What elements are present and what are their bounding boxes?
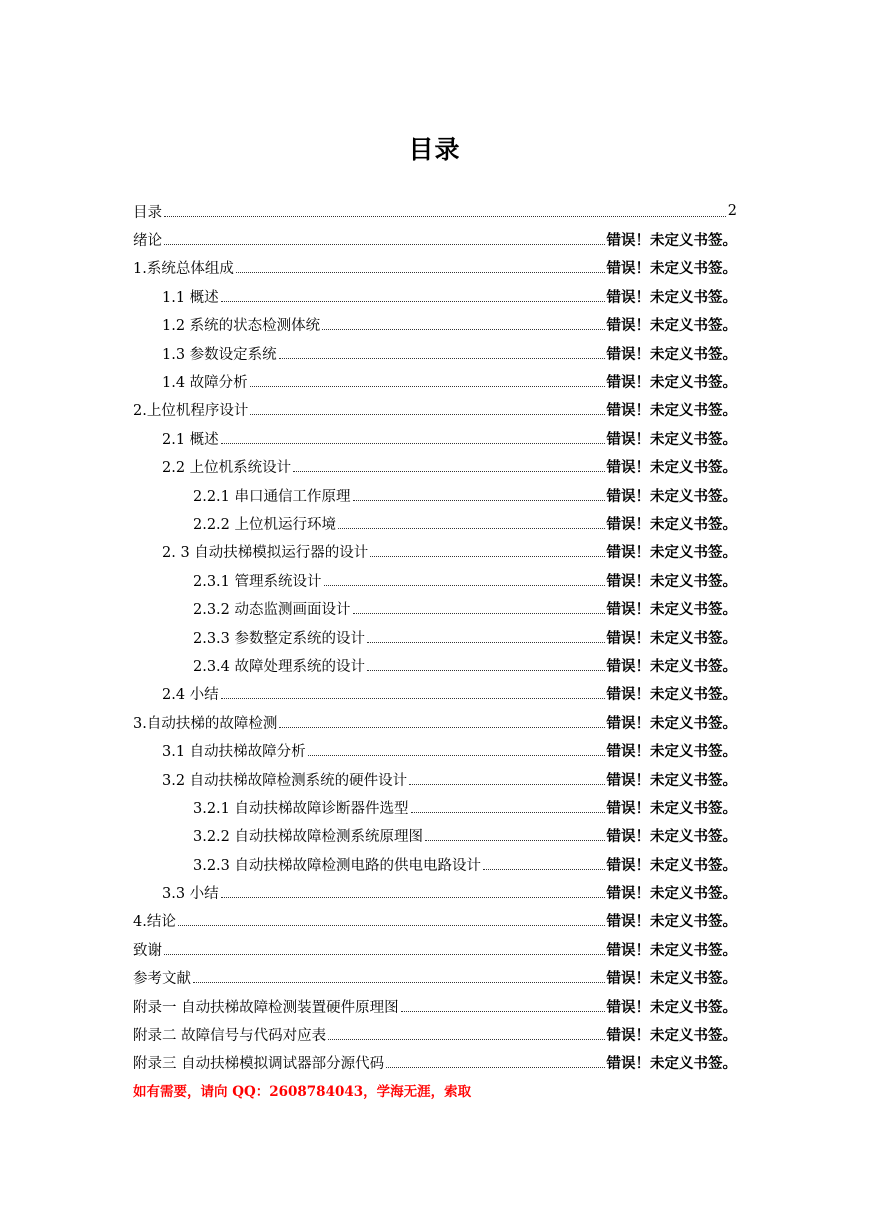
toc-entry[interactable]	[133, 878, 737, 906]
toc-dot-leader	[279, 358, 605, 359]
toc-entry[interactable]	[133, 680, 737, 708]
toc-bookmark-error: 错误！未定义书签。	[606, 999, 737, 1016]
toc-entry[interactable]	[133, 964, 737, 992]
toc-entry-label: 1.系统总体组成	[133, 261, 234, 278]
toc-entry[interactable]	[133, 453, 737, 481]
toc-dot-leader	[425, 840, 604, 841]
toc-entry-label: 目录	[133, 204, 162, 221]
toc-bookmark-error: 错误！未定义书签。	[606, 1056, 737, 1073]
toc-bookmark-error: 错误！未定义书签。	[606, 829, 737, 846]
toc-dot-leader	[293, 471, 604, 472]
toc-dot-leader	[221, 897, 605, 898]
toc-dot-leader	[324, 585, 605, 586]
toc-bookmark-error: 错误！未定义书签。	[606, 573, 737, 590]
toc-bookmark-error: 错误！未定义书签。	[606, 715, 737, 732]
toc-entry-label: 附录二 故障信号与代码对应表	[133, 1028, 327, 1045]
table-of-contents	[133, 197, 737, 1077]
toc-bookmark-error: 错误！未定义书签。	[606, 744, 737, 761]
toc-entry[interactable]	[133, 311, 737, 339]
toc-dot-leader	[236, 272, 605, 273]
toc-dot-leader	[370, 556, 604, 557]
toc-dot-leader	[353, 500, 605, 501]
toc-entry[interactable]	[133, 396, 737, 424]
toc-dot-leader	[221, 698, 605, 699]
toc-entry-label: 2.3.2 动态监测画面设计	[193, 602, 351, 619]
toc-entry-label: 3.2 自动扶梯故障检测系统的硬件设计	[162, 772, 408, 789]
toc-entry-label: 2. 3 自动扶梯模拟运行器的设计	[162, 545, 369, 562]
toc-entry[interactable]	[133, 623, 737, 651]
toc-entry-label: 3.2.3 自动扶梯故障检测电路的供电电路设计	[193, 857, 482, 874]
toc-bookmark-error: 错误！未定义书签。	[606, 971, 737, 988]
toc-entry[interactable]	[133, 850, 737, 878]
toc-bookmark-error: 错误！未定义书签。	[606, 346, 737, 363]
toc-dot-leader	[164, 216, 726, 217]
toc-dot-leader	[338, 528, 604, 529]
toc-dot-leader	[353, 613, 605, 614]
toc-dot-leader	[250, 386, 605, 387]
toc-entry-label: 2.3.4 故障处理系统的设计	[193, 658, 366, 675]
toc-dot-leader	[279, 727, 604, 728]
toc-bookmark-error: 错误！未定义书签。	[606, 431, 737, 448]
toc-dot-leader	[322, 329, 604, 330]
toc-dot-leader	[386, 1067, 604, 1068]
toc-entry-label: 2.3.1 管理系统设计	[193, 573, 322, 590]
toc-dot-leader	[483, 869, 604, 870]
toc-entry-label: 2.1 概述	[162, 431, 219, 448]
toc-dot-leader	[164, 244, 605, 245]
toc-dot-leader	[409, 784, 604, 785]
toc-entry-label: 3.2.2 自动扶梯故障检测系统原理图	[193, 829, 424, 846]
toc-bookmark-error: 错误！未定义书签。	[606, 772, 737, 789]
toc-entry[interactable]	[133, 481, 737, 509]
toc-entry[interactable]	[133, 509, 737, 537]
toc-dot-leader	[367, 642, 604, 643]
toc-bookmark-error: 错误！未定义书签。	[606, 375, 737, 392]
toc-entry-label: 1.3 参数设定系统	[162, 346, 277, 363]
toc-entry[interactable]	[133, 225, 737, 253]
toc-dot-leader	[221, 301, 605, 302]
toc-entry[interactable]	[133, 197, 737, 225]
toc-entry[interactable]	[133, 367, 737, 395]
toc-bookmark-error: 错误！未定义书签。	[606, 800, 737, 817]
toc-dot-leader	[308, 755, 605, 756]
page-title: 目录	[408, 135, 461, 164]
toc-entry[interactable]	[133, 538, 737, 566]
toc-dot-leader	[178, 925, 605, 926]
toc-bookmark-error: 错误！未定义书签。	[606, 289, 737, 306]
toc-entry-label: 1.1 概述	[162, 289, 219, 306]
toc-bookmark-error: 错误！未定义书签。	[606, 1028, 737, 1045]
toc-entry[interactable]	[133, 992, 737, 1020]
toc-entry-label: 致谢	[133, 942, 162, 959]
toc-entry-label: 2.2.2 上位机运行环境	[193, 516, 337, 533]
toc-dot-leader	[221, 443, 605, 444]
toc-bookmark-error: 错误！未定义书签。	[606, 545, 737, 562]
toc-dot-leader	[250, 414, 604, 415]
toc-dot-leader	[164, 954, 605, 955]
toc-bookmark-error: 错误！未定义书签。	[606, 942, 737, 959]
toc-entry[interactable]	[133, 1020, 737, 1048]
toc-bookmark-error: 错误！未定义书签。	[606, 602, 737, 619]
toc-bookmark-error: 错误！未定义书签。	[606, 516, 737, 533]
toc-entry-label: 参考文献	[133, 971, 191, 988]
toc-entry[interactable]	[133, 907, 737, 935]
toc-entry-label: 2.3.3 参数整定系统的设计	[193, 630, 366, 647]
toc-entry[interactable]	[133, 708, 737, 736]
toc-entry[interactable]	[133, 1049, 737, 1077]
toc-entry-label: 2.上位机程序设计	[133, 403, 249, 420]
toc-bookmark-error: 错误！未定义书签。	[606, 630, 737, 647]
toc-entry-label: 绪论	[133, 233, 162, 250]
toc-entry[interactable]	[133, 651, 737, 679]
toc-entry-label: 附录三 自动扶梯模拟调试器部分源代码	[133, 1056, 385, 1073]
toc-entry[interactable]	[133, 793, 737, 821]
toc-bookmark-error: 错误！未定义书签。	[606, 261, 737, 278]
toc-dot-leader	[401, 1011, 605, 1012]
toc-bookmark-error: 错误！未定义书签。	[606, 687, 737, 704]
toc-page-number: 2	[727, 203, 737, 220]
toc-entry-label: 附录一 自动扶梯故障检测装置硬件原理图	[133, 999, 399, 1016]
toc-bookmark-error: 错误！未定义书签。	[606, 886, 737, 903]
toc-bookmark-error: 错误！未定义书签。	[606, 318, 737, 335]
toc-entry[interactable]	[133, 736, 737, 764]
toc-entry[interactable]	[133, 424, 737, 452]
toc-dot-leader	[328, 1039, 604, 1040]
toc-bookmark-error: 错误！未定义书签。	[606, 914, 737, 931]
toc-bookmark-error: 错误！未定义书签。	[606, 658, 737, 675]
toc-dot-leader	[193, 982, 605, 983]
toc-entry[interactable]	[133, 594, 737, 622]
toc-entry-label: 2.2.1 串口通信工作原理	[193, 488, 351, 505]
toc-entry-label: 2.2 上位机系统设计	[162, 460, 292, 477]
toc-entry[interactable]	[133, 566, 737, 594]
toc-dot-leader	[411, 812, 605, 813]
toc-dot-leader	[367, 670, 604, 671]
toc-entry-label: 1.2 系统的状态检测体统	[162, 318, 321, 335]
toc-entry[interactable]	[133, 339, 737, 367]
toc-entry-label: 3.1 自动扶梯故障分析	[162, 744, 306, 761]
contact-note: 如有需要，请向 QQ：2608784043，学海无涯，索取	[133, 1084, 472, 1100]
toc-bookmark-error: 错误！未定义书签。	[606, 488, 737, 505]
toc-entry-label: 4.结论	[133, 914, 176, 931]
toc-entry-label: 2.4 小结	[162, 687, 219, 704]
toc-entry-label: 3.3 小结	[162, 886, 219, 903]
toc-bookmark-error: 错误！未定义书签。	[606, 403, 737, 420]
toc-entry[interactable]	[133, 282, 737, 310]
toc-entry-label: 3.自动扶梯的故障检测	[133, 715, 278, 732]
toc-entry[interactable]	[133, 935, 737, 963]
toc-bookmark-error: 错误！未定义书签。	[606, 233, 737, 250]
toc-entry-label: 1.4 故障分析	[162, 375, 248, 392]
toc-entry[interactable]	[133, 254, 737, 282]
toc-bookmark-error: 错误！未定义书签。	[606, 460, 737, 477]
toc-bookmark-error: 错误！未定义书签。	[606, 857, 737, 874]
toc-entry[interactable]	[133, 765, 737, 793]
toc-entry-label: 3.2.1 自动扶梯故障诊断器件选型	[193, 800, 409, 817]
toc-entry[interactable]	[133, 822, 737, 850]
